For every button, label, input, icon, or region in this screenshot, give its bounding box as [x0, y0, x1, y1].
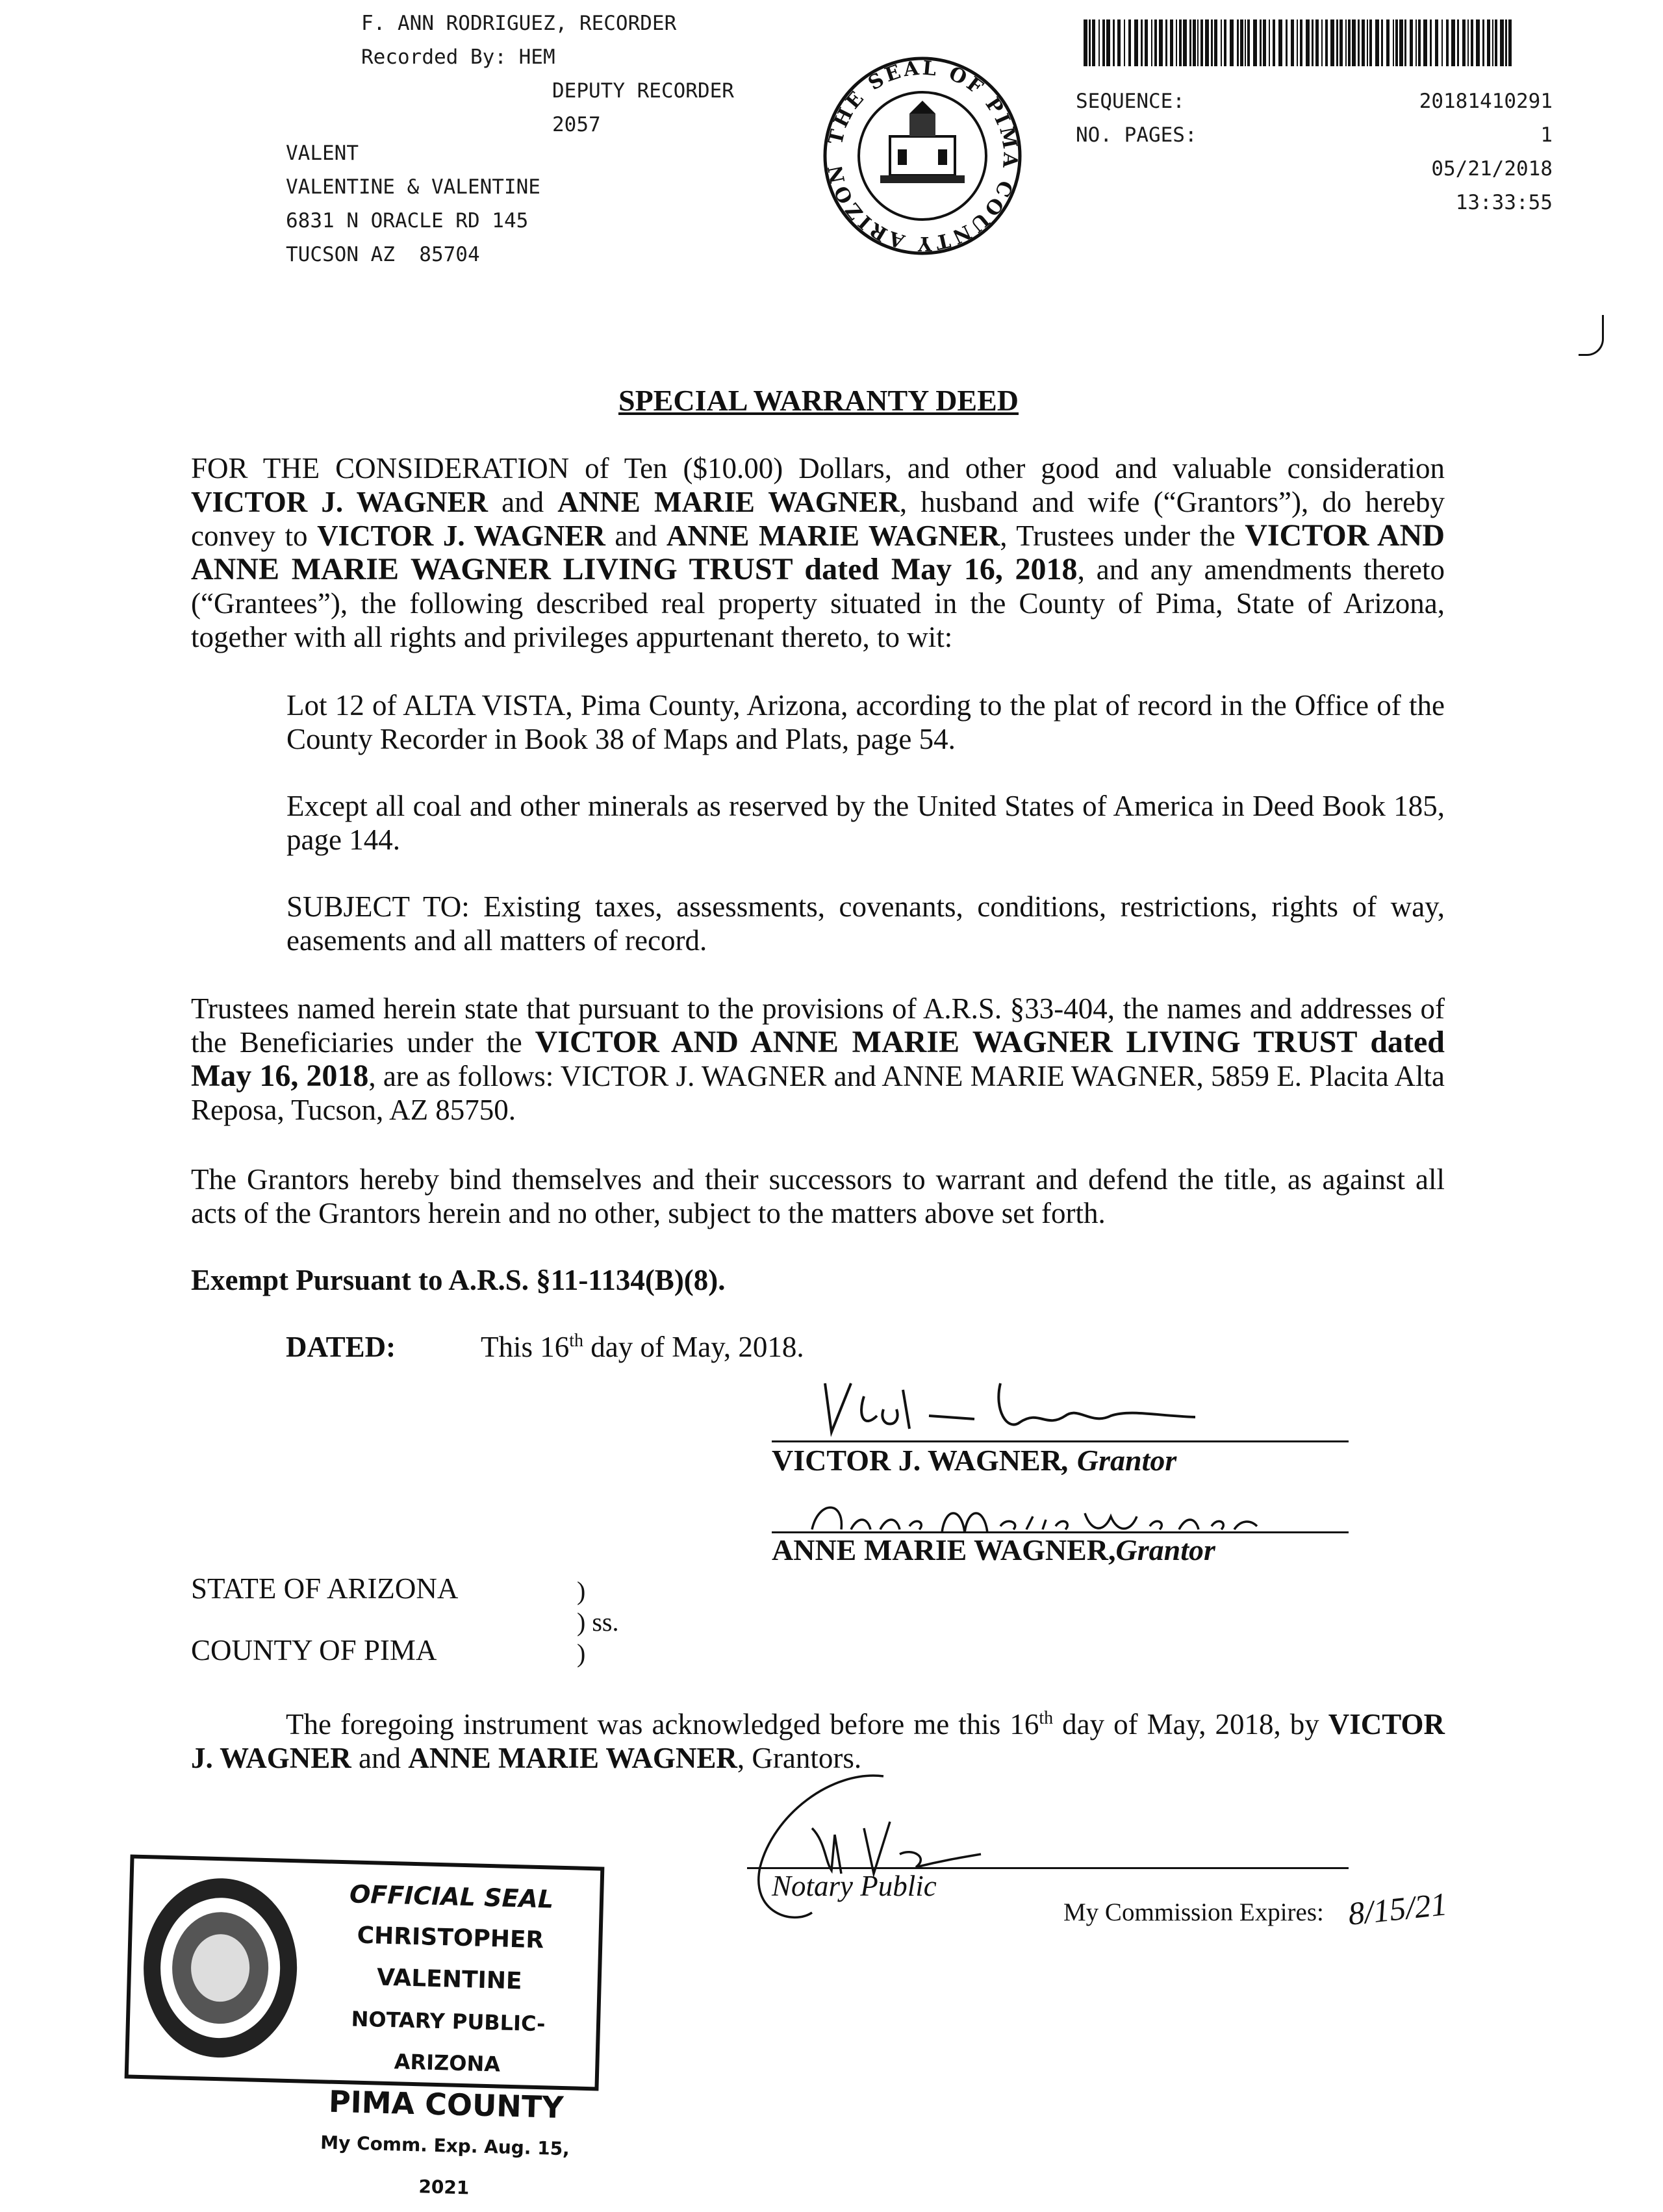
seal-line-5: My Comm. Exp. Aug. 15, 2021 [320, 2131, 570, 2199]
ack-and: and [351, 1742, 409, 1774]
notary-signature [734, 1763, 1059, 1932]
barcode-bar [1106, 19, 1110, 66]
return-address [286, 136, 540, 271]
return-city: TUCSON AZ 85704 [286, 243, 480, 266]
grantor-name-2: ANNE MARIE WAGNER [557, 486, 900, 518]
commission-label: My Commission Expires: [1063, 1898, 1324, 1926]
deputy-number: 2057 [552, 113, 601, 136]
signature-victor-graphic [806, 1370, 1195, 1442]
barcode-bar [1467, 19, 1469, 66]
barcode-bar [1451, 19, 1455, 66]
grantor1-name: VICTOR J. WAGNER [772, 1444, 1062, 1477]
subject-to: SUBJECT TO: Existing taxes, assessments, covenants, conditions, restrictions, rights of way, easements and all matters of record. [286, 890, 1445, 957]
pages-label: NO. PAGES: [1076, 123, 1197, 147]
county-seal-text: THE SEAL OF PIMA COUNTY ARIZON [823, 57, 1022, 255]
barcode-bar [1170, 19, 1173, 66]
dated-text-a: This 16 [481, 1331, 570, 1363]
barcode-bar [1193, 19, 1196, 66]
sequence-value: 20181410291 [1419, 90, 1553, 113]
grantor1-signature-line [772, 1440, 1349, 1442]
barcode-bar [1165, 19, 1167, 66]
trust-name-2: VICTOR AND ANNE MARIE WAGNER LIVING TRUST dated May 16, 2018 [191, 1025, 1445, 1093]
dated-sup: th [569, 1331, 584, 1351]
barcode-bar [1500, 19, 1504, 66]
document-title: SPECIAL WARRANTY DEED [618, 384, 1019, 417]
notary-seal-emblem [136, 1872, 304, 2064]
barcode-bar [1339, 19, 1343, 66]
grantor1-signature [806, 1370, 1195, 1442]
grantor2-name: ANNE MARIE WAGNER, [772, 1533, 1116, 1566]
barcode-bar [1134, 19, 1138, 66]
barcode-bar [1462, 19, 1466, 66]
venue-state: STATE OF ARIZONA [191, 1572, 459, 1605]
barcode-bar [1247, 19, 1250, 66]
barcode-bar [1321, 19, 1323, 66]
sequence-labels [1076, 84, 1197, 152]
bracket-2: ) [577, 1639, 586, 1668]
return-firm: VALENTINE & VALENTINE [286, 175, 540, 199]
barcode-bar [1352, 19, 1356, 66]
barcode-bar [1240, 19, 1243, 66]
barcode-bar [1253, 19, 1257, 66]
grantor2-role: Grantor [1115, 1533, 1215, 1566]
barcode-bar [1176, 19, 1177, 66]
barcode-bar [1492, 19, 1493, 66]
barcode-bar [1495, 19, 1497, 66]
barcode-bar [1089, 19, 1091, 66]
legal-description: Lot 12 of ALTA VISTA, Pima County, Arizona, according to the plat of record in the Office of the County Recorder in Book 38 of Maps and Plats, page 54. [286, 689, 1445, 755]
barcode-bar [1300, 19, 1302, 66]
grantor2-caption [772, 1533, 1215, 1567]
venue-brackets [577, 1576, 618, 1669]
barcode-bar [1263, 19, 1266, 66]
barcode-bar [1457, 19, 1459, 66]
commission-date: 8/15/21 [1346, 1885, 1449, 1932]
recorder-name: F. ANN RODRIGUEZ, RECORDER [361, 12, 677, 35]
barcode-bar [1430, 19, 1432, 66]
recording-time: 13:33:55 [1455, 191, 1553, 214]
dated-line [481, 1330, 804, 1364]
barcode-bar [1306, 19, 1310, 66]
barcode-bar [1395, 19, 1398, 66]
barcode-bar [1297, 19, 1298, 66]
sequence-values [1419, 84, 1553, 220]
barcode-bar [1362, 19, 1365, 66]
barcode-bar [1197, 19, 1199, 66]
barcode-bar [1151, 19, 1152, 66]
grantee-name-1: VICTOR J. WAGNER [317, 520, 605, 552]
ack-name-2: ANNE MARIE WAGNER [408, 1742, 737, 1774]
barcode-bar [1315, 19, 1319, 66]
barcode-bar [1505, 19, 1507, 66]
corner-mark [1579, 315, 1604, 356]
conveyance-paragraph [191, 451, 1445, 654]
barcode-bar [1286, 19, 1288, 66]
barcode-bar [1145, 19, 1148, 66]
deputy-block [552, 74, 734, 142]
barcode-bar [1345, 19, 1347, 66]
seal-line-2: CHRISTOPHER VALENTINE [357, 1922, 544, 1995]
return-street: 6831 N ORACLE RD 145 [286, 209, 529, 233]
seal-line-4: PIMA COUNTY [328, 2083, 565, 2126]
barcode-bar [1441, 19, 1443, 66]
barcode-bar [1273, 19, 1275, 66]
exempt-statement: Exempt Pursuant to A.R.S. §11-1134(B)(8). [191, 1264, 726, 1296]
conj-1: and [487, 486, 558, 518]
barcode-bar [1189, 19, 1191, 66]
barcode-bar [1154, 19, 1157, 66]
mineral-exception: Except all coal and other minerals as reserved by the United States of America in Deed Book 185, page 144. [286, 790, 1445, 856]
svg-text:THE SEAL OF PIMA COUNTY ARIZON [819, 52, 1022, 255]
barcode-bar [1508, 19, 1512, 66]
barcode-bar [1224, 19, 1226, 66]
barcode-bar [1312, 19, 1314, 66]
barcode-bar [1237, 19, 1239, 66]
barcode-bar [1098, 19, 1100, 66]
ack-text-c: , Grantors. [737, 1742, 862, 1774]
conj-2: and [605, 520, 666, 552]
barcode-bar [1211, 19, 1213, 66]
barcode-bar [1179, 19, 1182, 66]
barcode-bar [1221, 19, 1222, 66]
county-seal [819, 52, 1026, 260]
property-text: , and any amendments thereto (“Grantees”), the following described real property situated in the County of Pima, State of Arizona, together with all rights and privileges appurtenant thereto, to wit: [191, 553, 1445, 653]
ack-sup: th [1039, 1708, 1054, 1728]
barcode-bar [1435, 19, 1438, 66]
barcode-bar [1124, 19, 1125, 66]
ack-text-a: The foregoing instrument was acknowledged before me this 16 [286, 1708, 1039, 1741]
trust-name-1: VICTOR AND ANNE MARIE WAGNER LIVING TRUST dated May 16, 2018 [191, 518, 1445, 586]
barcode-bar [1423, 19, 1427, 66]
barcode-bar [1418, 19, 1421, 66]
barcode-bar [1410, 19, 1413, 66]
barcode-bar [1200, 19, 1203, 66]
dated-text-b: day of May, 2018. [583, 1331, 804, 1363]
barcode [1084, 19, 1512, 66]
barcode-bar [1325, 19, 1328, 66]
barcode-bar [1375, 19, 1379, 66]
barcode-bar [1269, 19, 1270, 66]
return-name: VALENT [286, 142, 359, 165]
barcode-bar [1278, 19, 1282, 66]
barcode-bar [1102, 19, 1105, 66]
recorded-by: Recorded By: HEM [361, 45, 555, 69]
consideration-text: FOR THE CONSIDERATION of Ten ($10.00) Dollars, and other good and valuable consideration [191, 452, 1445, 484]
seal-line-1: OFFICIAL SEAL [349, 1879, 554, 1914]
barcode-bar [1084, 19, 1087, 66]
barcode-graphic [1084, 19, 1512, 66]
barcode-bar [1117, 19, 1121, 66]
dated-label: DATED: [286, 1331, 396, 1363]
barcode-bar [1381, 19, 1383, 66]
barcode-bar [1367, 19, 1368, 66]
barcode-bar [1404, 19, 1406, 66]
barcode-bar [1471, 19, 1473, 66]
grantor-name-1: VICTOR J. WAGNER [191, 486, 488, 518]
grantor1-caption [772, 1443, 1176, 1477]
convey-text: , husband and wife (“Grantors”), do hereby convey to [191, 486, 1445, 552]
recorder-header [361, 6, 676, 74]
beneficiaries-intro: Trustees named herein state that pursuant to the provisions of A.R.S. §33-404, the names and addresses of the Beneficiaries under the [191, 992, 1445, 1059]
barcode-bar [1487, 19, 1490, 66]
ss-mark: ) ss. [577, 1607, 619, 1637]
barcode-bar [1415, 19, 1417, 66]
beneficiaries-list: , are as follows: VICTOR J. WAGNER and ANNE MARIE WAGNER, 5859 E. Placita Alta Reposa, Tucson, AZ 85750. [191, 1060, 1445, 1126]
barcode-bar [1092, 19, 1095, 66]
barcode-bar [1446, 19, 1449, 66]
barcode-bar [1113, 19, 1115, 66]
barcode-bar [1183, 19, 1187, 66]
notary-label: Notary Public [772, 1870, 937, 1902]
barcode-bar [1358, 19, 1360, 66]
barcode-bar [1482, 19, 1484, 66]
grantor1-role: , Grantor [1061, 1444, 1177, 1477]
barcode-bar [1399, 19, 1403, 66]
notary-seal-stamp [125, 1855, 605, 2199]
ack-name-1: VICTOR J. WAGNER [191, 1708, 1445, 1774]
venue-county: COUNTY OF PIMA [191, 1634, 437, 1666]
barcode-bar [1230, 19, 1234, 66]
warranty-paragraph: The Grantors hereby bind themselves and their successors to warrant and defend the title, as against all acts of the Grantors herein and no other, subject to the matters above set forth. [191, 1163, 1445, 1229]
barcode-bar [1369, 19, 1372, 66]
signature-notary-graphic [734, 1763, 1059, 1932]
barcode-bar [1159, 19, 1163, 66]
seal-line-3: NOTARY PUBLIC-ARIZONA [351, 2006, 546, 2077]
barcode-bar [1205, 19, 1209, 66]
barcode-bar [1291, 19, 1294, 66]
pages-value: 1 [1540, 123, 1553, 147]
trustees-text: , Trustees under the [1000, 520, 1245, 552]
barcode-bar [1128, 19, 1131, 66]
recording-date: 05/21/2018 [1431, 157, 1553, 181]
county-seal-graphic [819, 52, 1026, 260]
deputy-label: DEPUTY RECORDER [552, 79, 734, 103]
beneficiaries-paragraph [191, 992, 1445, 1127]
sequence-label: SEQUENCE: [1076, 90, 1185, 113]
barcode-bar [1260, 19, 1262, 66]
barcode-bar [1245, 19, 1246, 66]
ack-text-b: day of May, 2018, by [1053, 1708, 1328, 1741]
grantee-name-2: ANNE MARIE WAGNER [666, 520, 1000, 552]
notary-seal-emblem-graphic [136, 1872, 304, 2064]
bracket-1: ) [577, 1576, 586, 1605]
barcode-bar [1476, 19, 1480, 66]
barcode-bar [1393, 19, 1394, 66]
barcode-bar [1336, 19, 1338, 66]
barcode-bar [1214, 19, 1217, 66]
barcode-bar [1386, 19, 1390, 66]
barcode-bar [1141, 19, 1143, 66]
barcode-bar [1348, 19, 1351, 66]
barcode-bar [1330, 19, 1334, 66]
